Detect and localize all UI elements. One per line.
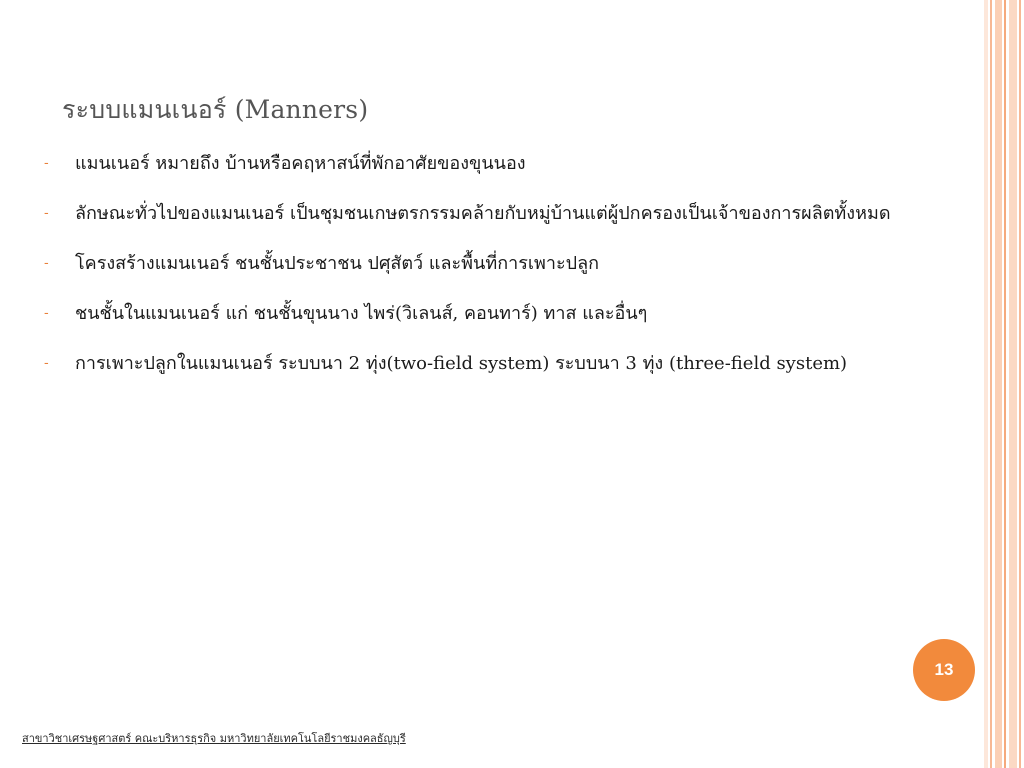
slide-title: ระบบแมนเนอร์ (Manners) — [62, 95, 369, 124]
bullet-item — [44, 297, 964, 331]
stripe — [990, 0, 992, 768]
bullet-marker: - — [44, 306, 49, 321]
bullet-item — [44, 347, 964, 381]
stripe — [995, 0, 1002, 768]
bullet-item — [44, 247, 964, 281]
bullet-text: แมนเนอร์ หมายถึง บ้านหรือคฤหาสน์ที่พักอาศัยของขุนนอง — [75, 153, 526, 174]
bullet-text: ลักษณะทั่วไปของแมนเนอร์ เป็นชุมชนเกษตรกรรมคล้ายกับหมู่บ้านแต่ผู้ปกครองเป็นเจ้าของการผลิตทั้งหมด — [75, 203, 891, 224]
bullet-marker: - — [44, 156, 49, 171]
bullet-marker: - — [44, 206, 49, 221]
stripe — [1004, 0, 1006, 768]
bullet-marker: - — [44, 356, 49, 371]
bullet-text: ชนชั้นในแมนเนอร์ แก่ ชนชั้นขุนนาง ไพร่(วิเลนส์, คอนทาร์) ทาส และอื่นๆ — [75, 303, 648, 324]
bullet-list — [44, 147, 964, 397]
page-number-badge — [913, 639, 975, 701]
bullet-marker: - — [44, 256, 49, 271]
footer-link[interactable]: สาขาวิชาเศรษฐศาสตร์ คณะบริหารธุรกิจ มหาวิทยาลัยเทคโนโลยีราชมงคลธัญบุรี — [22, 732, 406, 745]
bullet-item — [44, 147, 964, 181]
decorative-stripes — [984, 0, 1024, 768]
bullet-item — [44, 197, 964, 231]
bullet-text: การเพาะปลูกในแมนเนอร์ ระบบนา 2 ทุ่ง(two-field system) ระบบนา 3 ทุ่ง (three-field system) — [75, 353, 848, 374]
bullet-text: โครงสร้างแมนเนอร์ ชนชั้นประชาชน ปศุสัตว์ และพื้นที่การเพาะปลูก — [75, 253, 600, 274]
stripe — [984, 0, 988, 768]
stripe — [1009, 0, 1017, 768]
stripe — [1019, 0, 1021, 768]
page-number: 13 — [934, 660, 954, 679]
